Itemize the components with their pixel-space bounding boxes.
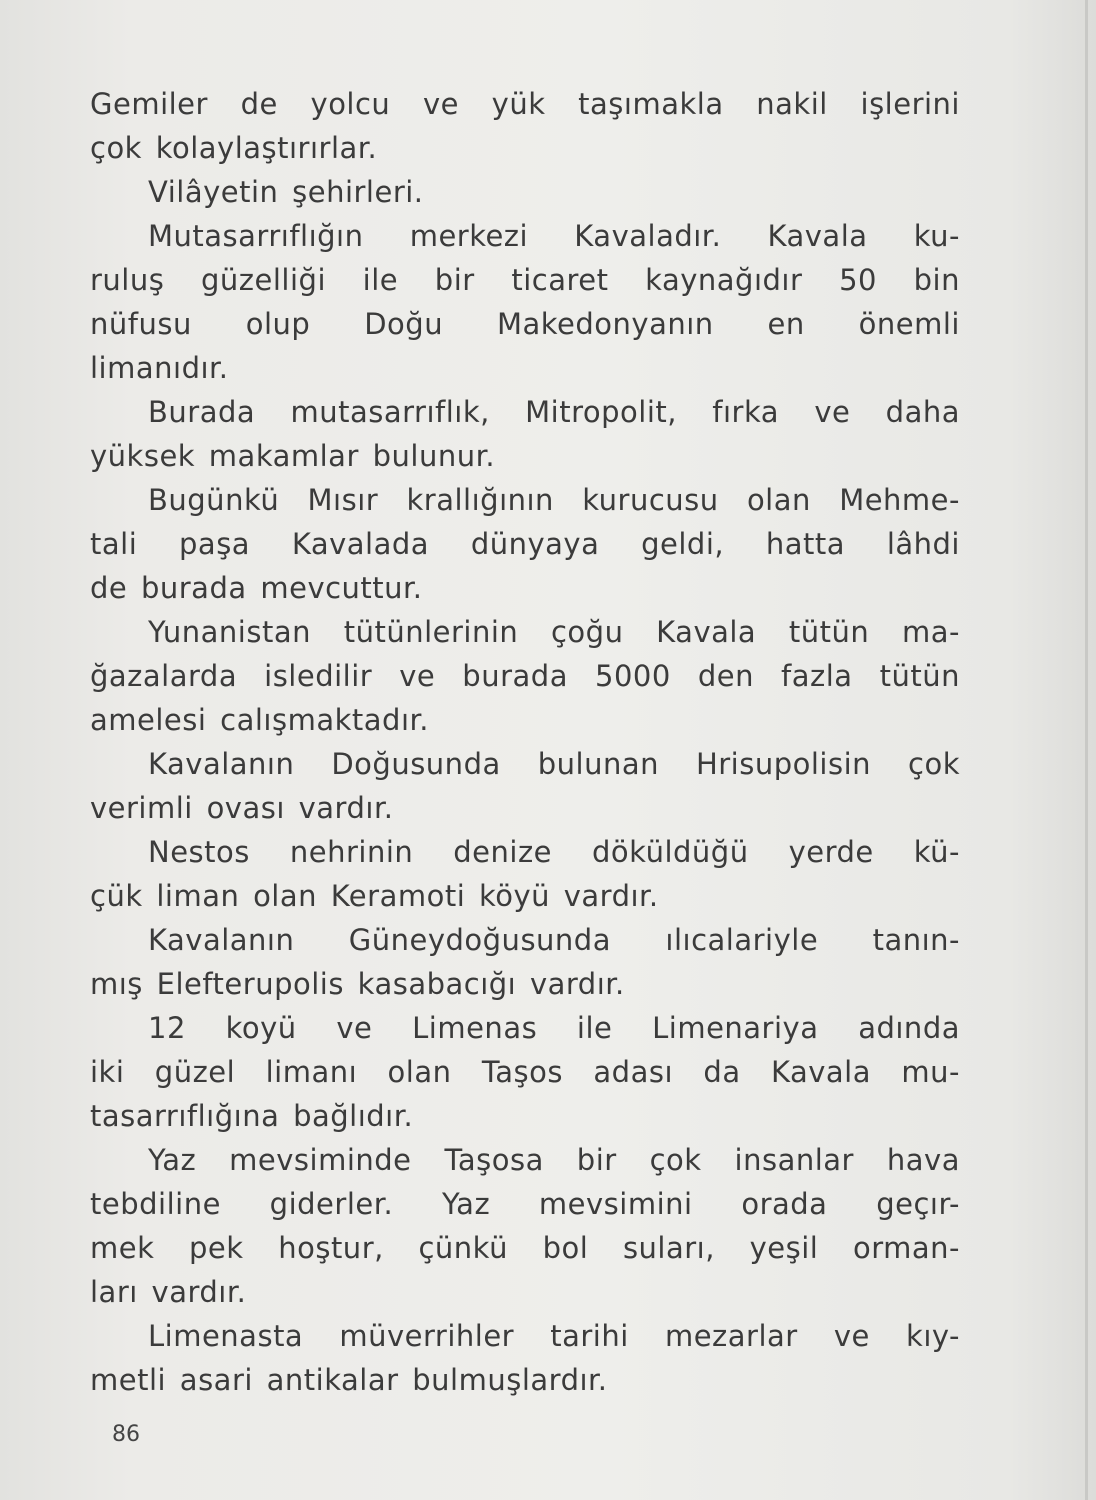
text-line: nüfusu olup Doğu Makedonyanın en önemli — [90, 307, 960, 341]
text-line: Nestos nehrinin denize döküldüğü yerde kü- — [148, 835, 960, 869]
text-line: ları vardır. — [90, 1275, 247, 1309]
text-line: mek pek hoştur, çünkü bol suları, yeşil orman- — [90, 1231, 960, 1265]
text-line: iki güzel limanı olan Taşos adası da Kavala mu- — [90, 1055, 960, 1089]
text-line: Mutasarrıflığın merkezi Kavaladır. Kavala ku- — [148, 219, 960, 253]
text-line: Yunanistan tütünlerinin çoğu Kavala tütün ma- — [148, 615, 960, 649]
text-line: Limenasta müverrihler tarihi mezarlar ve kıy- — [148, 1319, 960, 1353]
text-line: limanıdır. — [90, 351, 229, 385]
text-line: Kavalanın Güneydoğusunda ılıcalariyle tanın- — [148, 923, 960, 957]
text-line: Yaz mevsiminde Taşosa bir çok insanlar hava — [148, 1143, 960, 1177]
page-number: 86 — [112, 1422, 140, 1447]
text-line: çok kolaylaştırırlar. — [90, 131, 378, 165]
text-line: ruluş güzelliği ile bir ticaret kaynağıdır 50 bin — [90, 263, 960, 297]
text-line: Burada mutasarrıflık, Mitropolit, fırka ve daha — [148, 395, 960, 429]
text-line: Bugünkü Mısır krallığının kurucusu olan Mehme- — [148, 483, 960, 517]
text-line: ğazalarda isledilir ve burada 5000 den fazla tütün — [90, 659, 960, 693]
text-line: verimli ovası vardır. — [90, 791, 394, 825]
text-line: metli asari antikalar bulmuşlardır. — [90, 1363, 608, 1397]
text-line: tebdiline giderler. Yaz mevsimini orada geçır- — [90, 1187, 960, 1221]
page-edge-shadow — [1085, 0, 1088, 1500]
text-line: mış Elefterupolis kasabacığı vardır. — [90, 967, 625, 1001]
text-line: çük liman olan Keramoti köyü vardır. — [90, 879, 659, 913]
text-line: tali paşa Kavalada dünyaya geldi, hatta lâhdi — [90, 527, 960, 561]
text-line: Gemiler de yolcu ve yük taşımakla nakil işlerini — [90, 87, 960, 121]
text-line: 12 koyü ve Limenas ile Limenariya adında — [148, 1011, 960, 1045]
section-heading: Vilâyetin şehirleri. — [148, 175, 424, 209]
text-line: tasarrıflığına bağlıdır. — [90, 1099, 414, 1133]
text-line: amelesi calışmaktadır. — [90, 703, 429, 737]
text-line: Kavalanın Doğusunda bulunan Hrisupolisin çok — [148, 747, 960, 781]
text-line: de burada mevcuttur. — [90, 571, 423, 605]
text-line: yüksek makamlar bulunur. — [90, 439, 496, 473]
